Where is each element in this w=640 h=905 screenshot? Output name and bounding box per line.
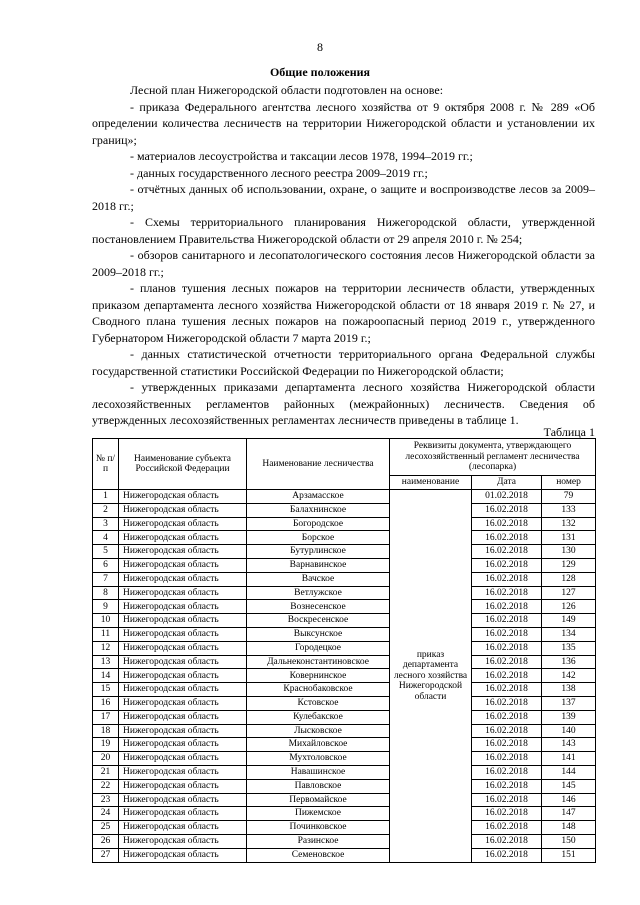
table-row	[93, 503, 596, 517]
row-date: 16.02.2018	[472, 586, 542, 600]
table-row	[93, 545, 596, 559]
table-row	[93, 531, 596, 545]
table-row	[93, 614, 596, 628]
row-forestry: Ветлужское	[247, 586, 390, 600]
row-date: 16.02.2018	[472, 558, 542, 572]
row-date: 16.02.2018	[472, 710, 542, 724]
row-doc-number: 79	[542, 490, 596, 504]
row-forestry: Пижемское	[247, 807, 390, 821]
row-doc-number: 137	[542, 696, 596, 710]
table-caption: Таблица 1	[543, 425, 595, 439]
row-date: 16.02.2018	[472, 738, 542, 752]
body-text	[92, 82, 595, 429]
paragraph: - утвержденных приказами департамента лесного хозяйства Нижегородской области лесохозяйственных регламентов районных (межрайонных) лесничеств. Сведения об утвержденных лесохозяйственных регламентах лесничеств приведены в таблице 1.	[92, 380, 595, 427]
row-number: 7	[93, 572, 119, 586]
row-subject: Нижегородская область	[119, 517, 247, 531]
table-row	[93, 710, 596, 724]
paragraph: Лесной план Нижегородской области подготовлен на основе:	[130, 83, 444, 97]
row-subject: Нижегородская область	[119, 696, 247, 710]
row-date: 16.02.2018	[472, 793, 542, 807]
row-doc-number: 138	[542, 683, 596, 697]
row-date: 16.02.2018	[472, 765, 542, 779]
row-forestry: Навашинское	[247, 765, 390, 779]
row-number: 21	[93, 765, 119, 779]
row-doc-number: 145	[542, 779, 596, 793]
row-doc-number: 144	[542, 765, 596, 779]
row-date: 16.02.2018	[472, 517, 542, 531]
row-subject: Нижегородская область	[119, 710, 247, 724]
row-forestry: Варнавинское	[247, 558, 390, 572]
row-doc-number: 127	[542, 586, 596, 600]
row-subject: Нижегородская область	[119, 738, 247, 752]
table-row	[93, 655, 596, 669]
row-date: 16.02.2018	[472, 641, 542, 655]
row-number: 18	[93, 724, 119, 738]
header-requisites: Реквизиты документа, утверждающего лесохозяйственный регламент лесничества (лесопарка)	[390, 439, 596, 476]
row-forestry: Михайловское	[247, 738, 390, 752]
row-date: 16.02.2018	[472, 696, 542, 710]
paragraph: - приказа Федерального агентства лесного хозяйства от 9 октября 2008 г. № 289 «Об определении количества лесничеств на территории Нижегородской области и установлении их границ»;	[92, 99, 595, 147]
row-date: 16.02.2018	[472, 821, 542, 835]
row-number: 5	[93, 545, 119, 559]
header-date: Дата	[472, 476, 542, 490]
row-number: 20	[93, 752, 119, 766]
row-number: 23	[93, 793, 119, 807]
row-subject: Нижегородская область	[119, 793, 247, 807]
row-date: 16.02.2018	[472, 752, 542, 766]
row-doc-number: 133	[542, 503, 596, 517]
row-subject: Нижегородская область	[119, 627, 247, 641]
row-number: 26	[93, 834, 119, 848]
row-forestry: Балахнинское	[247, 503, 390, 517]
row-subject: Нижегородская область	[119, 779, 247, 793]
table-row	[93, 627, 596, 641]
row-number: 14	[93, 669, 119, 683]
row-doc-number: 131	[542, 531, 596, 545]
row-forestry: Городецкое	[247, 641, 390, 655]
row-doc-number: 150	[542, 834, 596, 848]
row-date: 16.02.2018	[472, 779, 542, 793]
table-row	[93, 793, 596, 807]
row-doc-number: 151	[542, 848, 596, 862]
table-row	[93, 517, 596, 531]
row-forestry: Борское	[247, 531, 390, 545]
header-num: № п/п	[93, 439, 119, 490]
row-doc-number: 146	[542, 793, 596, 807]
row-doc-number: 135	[542, 641, 596, 655]
paragraph: - данных государственного лесного реестра 2009–2019 гг.;	[130, 165, 428, 180]
row-forestry: Лысковское	[247, 724, 390, 738]
row-date: 16.02.2018	[472, 614, 542, 628]
row-date: 16.02.2018	[472, 600, 542, 614]
section-heading: Общие положения	[269, 65, 371, 79]
row-subject: Нижегородская область	[119, 655, 247, 669]
row-subject: Нижегородская область	[119, 531, 247, 545]
row-number: 11	[93, 627, 119, 641]
header-forestry: Наименование лесничества	[247, 439, 390, 490]
row-number: 9	[93, 600, 119, 614]
row-subject: Нижегородская область	[119, 752, 247, 766]
row-subject: Нижегородская область	[119, 558, 247, 572]
row-number: 10	[93, 614, 119, 628]
row-doc-number: 136	[542, 655, 596, 669]
page-number: 8	[317, 40, 323, 54]
row-subject: Нижегородская область	[119, 572, 247, 586]
row-doc-number: 130	[542, 545, 596, 559]
table-row	[93, 586, 596, 600]
table-row	[93, 572, 596, 586]
row-date: 16.02.2018	[472, 627, 542, 641]
row-subject: Нижегородская область	[119, 586, 247, 600]
regulations-table	[92, 438, 596, 863]
row-number: 19	[93, 738, 119, 752]
row-subject: Нижегородская область	[119, 503, 247, 517]
row-number: 16	[93, 696, 119, 710]
row-forestry: Бутурлинское	[247, 545, 390, 559]
table-body	[93, 490, 596, 863]
row-subject: Нижегородская область	[119, 807, 247, 821]
table-row	[93, 779, 596, 793]
row-date: 16.02.2018	[472, 807, 542, 821]
row-doc-number: 139	[542, 710, 596, 724]
row-doc-number: 128	[542, 572, 596, 586]
row-subject: Нижегородская область	[119, 614, 247, 628]
row-subject: Нижегородская область	[119, 641, 247, 655]
row-number: 6	[93, 558, 119, 572]
row-forestry: Ковернинское	[247, 669, 390, 683]
row-date: 01.02.2018	[472, 490, 542, 504]
row-forestry: Вознесенское	[247, 600, 390, 614]
row-doc-number: 134	[542, 627, 596, 641]
row-number: 8	[93, 586, 119, 600]
paragraph: - данных статистической отчетности территориального органа Федеральной службы государственной статистики Российской Федерации по Нижегородской области;	[92, 347, 595, 378]
row-subject: Нижегородская область	[119, 834, 247, 848]
row-subject: Нижегородская область	[119, 821, 247, 835]
row-number: 15	[93, 683, 119, 697]
row-forestry: Вачское	[247, 572, 390, 586]
row-date: 16.02.2018	[472, 503, 542, 517]
row-date: 16.02.2018	[472, 545, 542, 559]
paragraph: - отчётных данных об использовании, охране, о защите и воспроизводстве лесов за 2009–2018 гг.;	[92, 182, 595, 213]
row-date: 16.02.2018	[472, 572, 542, 586]
row-forestry: Выксунское	[247, 627, 390, 641]
row-number: 25	[93, 821, 119, 835]
row-doc-number: 129	[542, 558, 596, 572]
header-number: номер	[542, 476, 596, 490]
row-doc-number: 143	[542, 738, 596, 752]
row-subject: Нижегородская область	[119, 600, 247, 614]
row-number: 27	[93, 848, 119, 862]
document-name: приказ департамента лесного хозяйства Нижегородской области	[390, 490, 472, 863]
table-row	[93, 641, 596, 655]
table-row	[93, 683, 596, 697]
row-number: 17	[93, 710, 119, 724]
table-row	[93, 724, 596, 738]
row-date: 16.02.2018	[472, 655, 542, 669]
row-forestry: Семеновское	[247, 848, 390, 862]
table-row	[93, 490, 596, 504]
row-number: 22	[93, 779, 119, 793]
table-row	[93, 848, 596, 862]
header-subject: Наименование субъекта Российской Федерации	[119, 439, 247, 490]
row-doc-number: 126	[542, 600, 596, 614]
table-row	[93, 558, 596, 572]
row-date: 16.02.2018	[472, 834, 542, 848]
row-number: 12	[93, 641, 119, 655]
row-number: 3	[93, 517, 119, 531]
row-doc-number: 148	[542, 821, 596, 835]
row-forestry: Дальнеконстантиновское	[247, 655, 390, 669]
row-date: 16.02.2018	[472, 669, 542, 683]
row-number: 2	[93, 503, 119, 517]
header-doc-name: наименование	[390, 476, 472, 490]
row-forestry: Починковское	[247, 821, 390, 835]
paragraph: - планов тушения лесных пожаров на территории лесничеств области, утвержденных приказом департамента лесного хозяйства Нижегородской области от 18 января 2019 г. № 27, и Сводного плана тушения лесных пожаров на пожароопасный период 2019 г., утвержденного Губернатором Нижегородской области 7 марта 2019 г.;	[92, 281, 595, 345]
row-forestry: Богородское	[247, 517, 390, 531]
row-forestry: Мухтоловское	[247, 752, 390, 766]
paragraph: - Схемы территориального планирования Нижегородской области, утвержденной постановлением Правительства Нижегородской области от 29 апреля 2010 г. № 254;	[92, 215, 595, 246]
table-row	[93, 669, 596, 683]
row-doc-number: 141	[542, 752, 596, 766]
table-row	[93, 821, 596, 835]
row-number: 13	[93, 655, 119, 669]
row-number: 24	[93, 807, 119, 821]
row-doc-number: 132	[542, 517, 596, 531]
row-forestry: Арзамасское	[247, 490, 390, 504]
row-doc-number: 149	[542, 614, 596, 628]
row-forestry: Разинское	[247, 834, 390, 848]
table-row	[93, 752, 596, 766]
row-forestry: Павловское	[247, 779, 390, 793]
row-forestry: Воскресенское	[247, 614, 390, 628]
paragraph: - обзоров санитарного и лесопатологического состояния лесов Нижегородской области за 2009–2018 гг.;	[92, 248, 595, 279]
table-row	[93, 807, 596, 821]
row-subject: Нижегородская область	[119, 490, 247, 504]
row-forestry: Краснобаковское	[247, 683, 390, 697]
row-number: 4	[93, 531, 119, 545]
row-doc-number: 147	[542, 807, 596, 821]
row-subject: Нижегородская область	[119, 683, 247, 697]
row-date: 16.02.2018	[472, 848, 542, 862]
paragraph: - материалов лесоустройства и таксации лесов 1978, 1994–2019 гг.;	[130, 149, 473, 163]
table-row	[93, 696, 596, 710]
row-forestry: Первомайское	[247, 793, 390, 807]
row-forestry: Кстовское	[247, 696, 390, 710]
row-subject: Нижегородская область	[119, 765, 247, 779]
table-row	[93, 765, 596, 779]
row-date: 16.02.2018	[472, 724, 542, 738]
row-subject: Нижегородская область	[119, 545, 247, 559]
row-subject: Нижегородская область	[119, 724, 247, 738]
row-subject: Нижегородская область	[119, 848, 247, 862]
row-subject: Нижегородская область	[119, 669, 247, 683]
row-date: 16.02.2018	[472, 683, 542, 697]
row-number: 1	[93, 490, 119, 504]
row-date: 16.02.2018	[472, 531, 542, 545]
table-row	[93, 600, 596, 614]
table-row	[93, 738, 596, 752]
table-row	[93, 834, 596, 848]
row-doc-number: 140	[542, 724, 596, 738]
row-forestry: Кулебакское	[247, 710, 390, 724]
row-doc-number: 142	[542, 669, 596, 683]
